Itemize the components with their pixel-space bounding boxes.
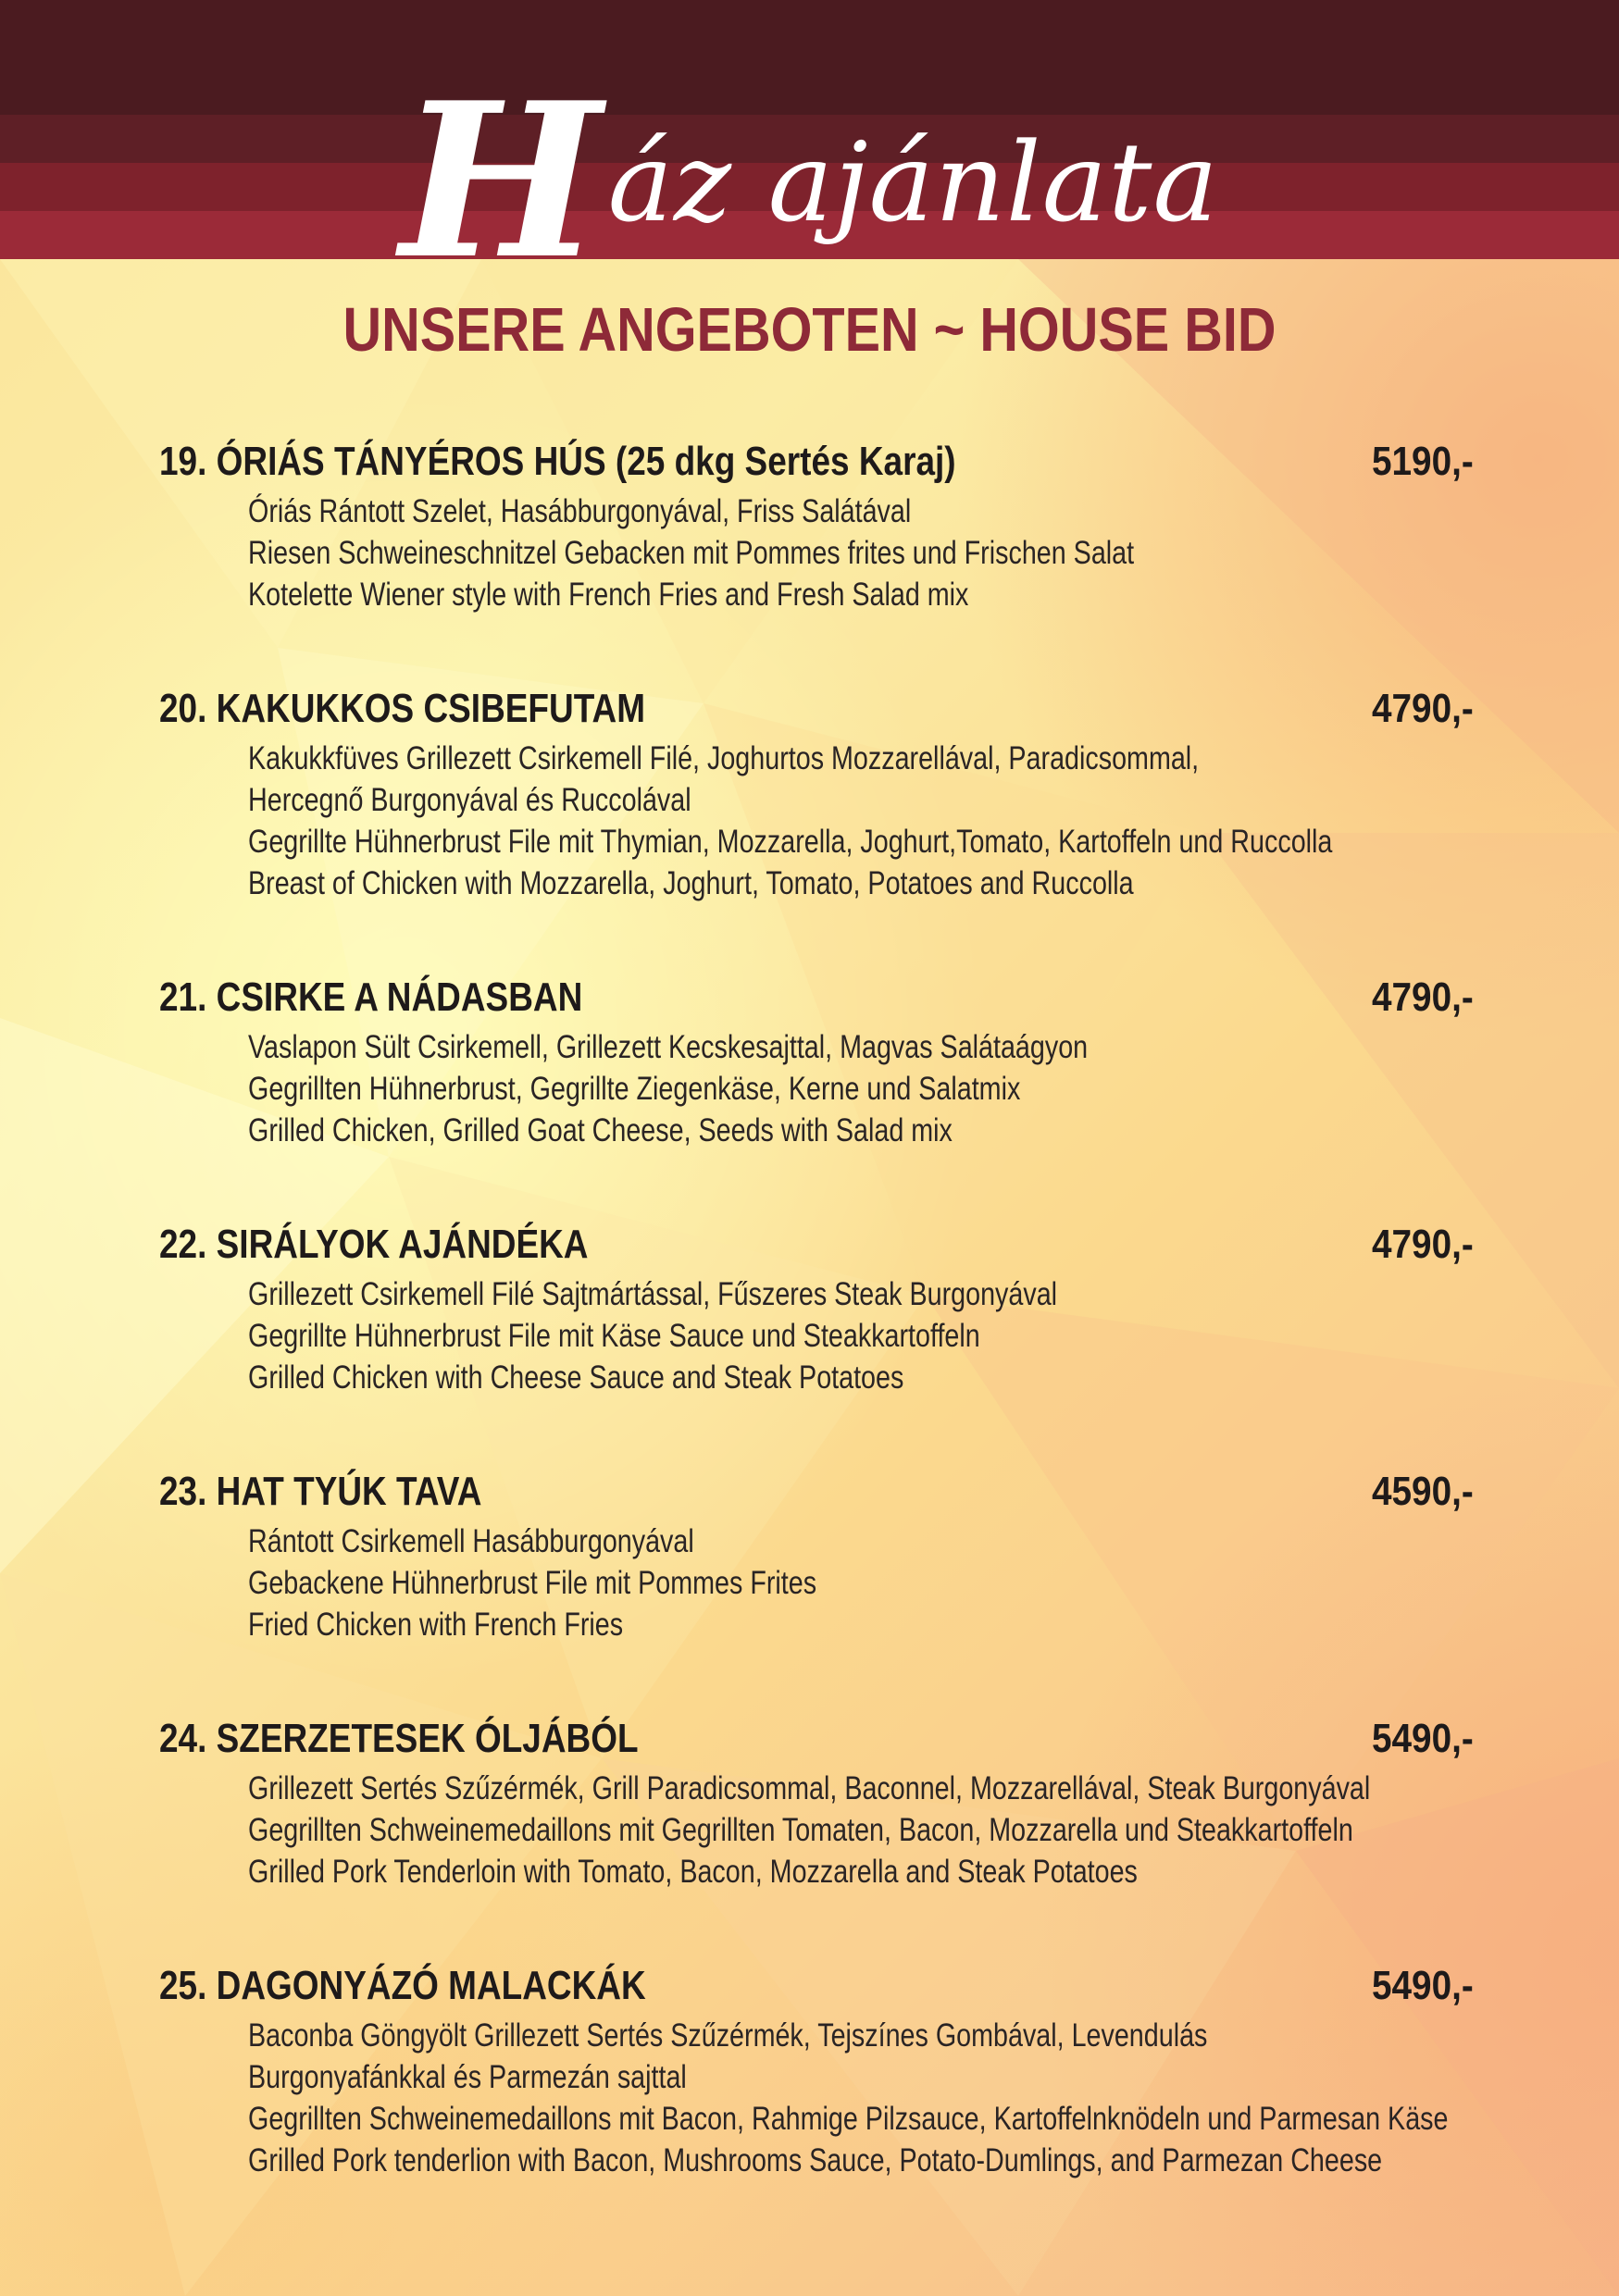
menu-item-description-line: Kotelette Wiener style with French Fries and Fresh Salad mix — [248, 577, 969, 613]
menu-item-description-line: Grillezett Sertés Szűzérmék, Grill Paradicsommal, Baconnel, Mozzarellával, Steak Burgonyával — [248, 1770, 1371, 1806]
menu-item-header — [159, 1222, 1474, 1277]
menu-item-price: 4590,- — [1372, 1469, 1474, 1514]
menu-item-description-line: Hercegnő Burgonyával és Ruccolával — [248, 782, 691, 818]
menu-item-name: 24. SZERZETESEK ÓLJÁBÓL — [159, 1716, 639, 1761]
page-title — [0, 54, 1619, 309]
menu-item-description-line: Grilled Pork tenderlion with Bacon, Mushrooms Sauce, Potato-Dumlings, and Parmezan Cheese — [248, 2142, 1383, 2178]
menu-item — [159, 1716, 1474, 1893]
menu-item-name: 19. ÓRIÁS TÁNYÉROS HÚS (25 dkg Sertés Karaj) — [159, 439, 956, 484]
menu-list — [159, 439, 1474, 2181]
menu-item-description-line: Breast of Chicken with Mozzarella, Joghurt, Tomato, Potatoes and Ruccolla — [248, 865, 1134, 901]
page-subtitle: UNSERE ANGEBOTEN ~ HOUSE BID — [342, 295, 1277, 365]
menu-item — [159, 1963, 1474, 2181]
menu-item — [159, 686, 1474, 904]
menu-item-header — [159, 974, 1474, 1030]
menu-item-description-line: Baconba Göngyölt Grillezett Sertés Szűzérmék, Tejszínes Gombával, Levendulás — [248, 2017, 1208, 2054]
menu-item-description-line: Burgonyafánkkal és Parmezán sajttal — [248, 2059, 687, 2095]
menu-item-description-line: Rántott Csirkemell Hasábburgonyával — [248, 1523, 694, 1559]
menu-item-description — [248, 2015, 1474, 2181]
menu-item-description — [248, 738, 1474, 904]
menu-item-description — [248, 1768, 1474, 1893]
menu-item-description-line: Óriás Rántott Szelet, Hasábburgonyával, Friss Salátával — [248, 493, 912, 529]
menu-item-header — [159, 1469, 1474, 1524]
menu-item-description — [248, 1026, 1474, 1151]
menu-item-description-line: Grillezett Csirkemell Filé Sajtmártással, Fűszeres Steak Burgonyával — [248, 1276, 1058, 1312]
menu-item-name: 20. KAKUKKOS CSIBEFUTAM — [159, 686, 646, 731]
menu-item-description-line: Vaslapon Sült Csirkemell, Grillezett Kecskesajttal, Magvas Salátaágyon — [248, 1029, 1089, 1065]
menu-item-price: 4790,- — [1372, 1222, 1474, 1267]
menu-item-description-line: Gebackene Hühnerbrust File mit Pommes Frites — [248, 1565, 817, 1601]
menu-item-price: 5490,- — [1372, 1716, 1474, 1761]
menu-item-name: 21. CSIRKE A NÁDASBAN — [159, 974, 583, 1020]
menu-item-description — [248, 1273, 1474, 1398]
menu-item-description — [248, 1520, 1474, 1645]
menu-item-description-line: Gegrillten Schweinemedaillons mit Gegrillten Tomaten, Bacon, Mozzarella und Steakkartoffeln — [248, 1812, 1353, 1848]
menu-item-description-line: Grilled Chicken, Grilled Goat Cheese, Seeds with Salad mix — [248, 1112, 953, 1148]
menu-item-description-line: Fried Chicken with French Fries — [248, 1607, 624, 1643]
menu-item-description-line: Gegrillten Hühnerbrust, Gegrillte Ziegenkäse, Kerne und Salatmix — [248, 1071, 1021, 1107]
menu-item-name: 23. HAT TYÚK TAVA — [159, 1469, 482, 1514]
menu-item — [159, 974, 1474, 1151]
page-title-rest: áz ajánlata — [607, 118, 1219, 246]
menu-item-price: 4790,- — [1372, 974, 1474, 1020]
menu-item-name: 25. DAGONYÁZÓ MALACKÁK — [159, 1963, 646, 2008]
menu-item-name: 22. SIRÁLYOK AJÁNDÉKA — [159, 1222, 589, 1267]
menu-item-header — [159, 686, 1474, 741]
menu-item-description-line: Gegrillten Schweinemedaillons mit Bacon, Rahmige Pilzsauce, Kartoffelnknödeln und Parmesan Käse — [248, 2101, 1449, 2137]
menu-item-description-line: Grilled Pork Tenderloin with Tomato, Bacon, Mozzarella and Steak Potatoes — [248, 1854, 1138, 1890]
menu-item-header — [159, 1716, 1474, 1771]
menu-item — [159, 439, 1474, 615]
menu-item-price: 5190,- — [1372, 439, 1474, 484]
menu-item — [159, 1222, 1474, 1398]
menu-item — [159, 1469, 1474, 1645]
menu-item-header — [159, 1963, 1474, 2018]
menu-item-description — [248, 490, 1474, 615]
menu-item-price: 4790,- — [1372, 686, 1474, 731]
menu-item-description-line: Riesen Schweineschnitzel Gebacken mit Pommes frites und Frischen Salat — [248, 535, 1135, 571]
menu-item-description-line: Gegrillte Hühnerbrust File mit Käse Sauce und Steakkartoffeln — [248, 1318, 980, 1354]
menu-item-description-line: Gegrillte Hühnerbrust File mit Thymian, Mozzarella, Joghurt,Tomato, Kartoffeln und Ruccolla — [248, 824, 1333, 860]
menu-item-description-line: Grilled Chicken with Cheese Sauce and Steak Potatoes — [248, 1359, 904, 1396]
page-title-initial: H — [400, 56, 603, 306]
menu-item-header — [159, 439, 1474, 494]
menu-item-price: 5490,- — [1372, 1963, 1474, 2008]
menu-item-description-line: Kakukkfüves Grillezett Csirkemell Filé, Joghurtos Mozzarellával, Paradicsommal, — [248, 740, 1200, 776]
